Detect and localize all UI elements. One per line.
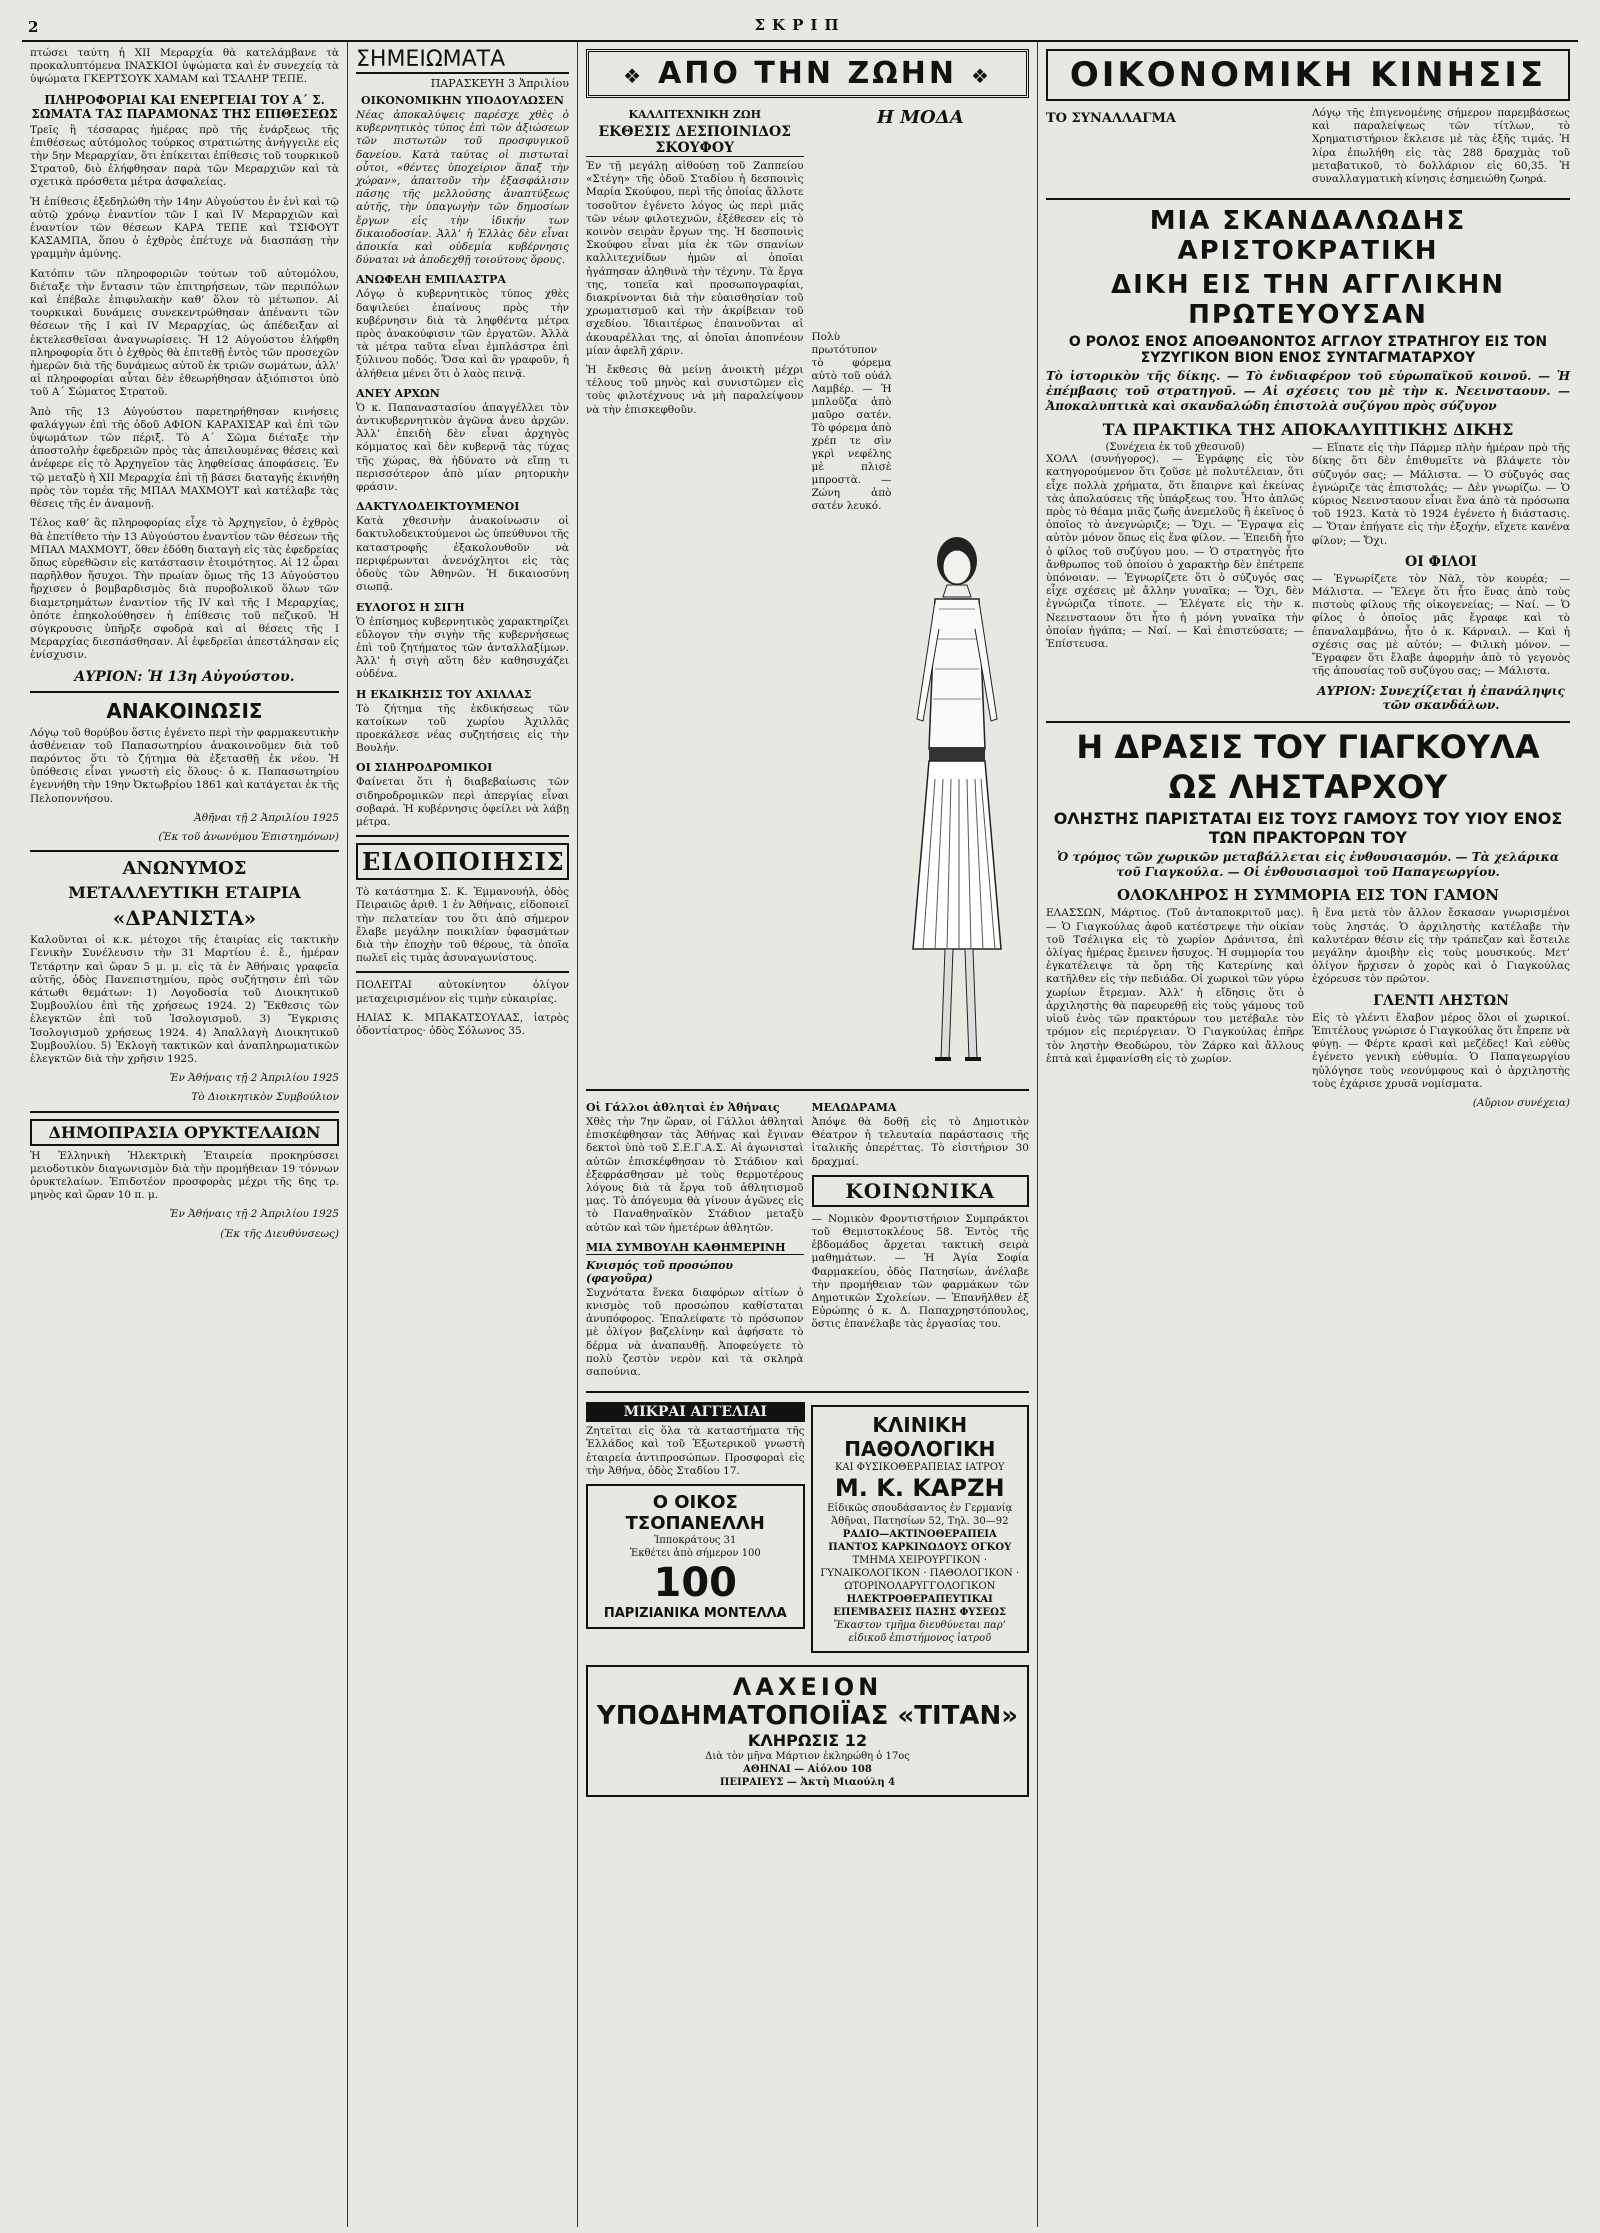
ads-left	[586, 1399, 805, 1659]
giagkoulas-lead: Ὁ τρόμος τῶν χωρικῶν μεταβάλλεται εἰς ἐνθουσιασμόν. — Τὰ χελάρικα τοῦ Γιαγκούλα. — Οἱ ἐνθουσιασμοὶ τοῦ Παπαγεωργίου.	[1057, 850, 1559, 880]
note-4-title: ΔΑΚΤΥΛΟΔΕΙΚΤΟΥΜΕΝΟΙ	[356, 500, 520, 514]
tsopanellis-line: Ἐκθέτει ἀπὸ σήμερον 100	[629, 1548, 761, 1560]
beauty-subheading: Κνισμός τοῦ προσώπου (φαγοῦρα)	[586, 1258, 734, 1285]
col3-upper	[586, 104, 1029, 1083]
clinic-ad	[811, 1405, 1030, 1653]
company-sign: Τὸ Διοικητικὸν Συμβούλιον	[191, 1091, 339, 1104]
tsopanellis-number: 100	[653, 1560, 737, 1607]
company-heading-2: ΜΕΤΑΛΛΕΥΤΙΚΗ ΕΤΑΙΡΙΑ	[68, 883, 301, 903]
giagkoulas-text-right	[1312, 907, 1570, 1116]
ads-right	[811, 1399, 1030, 1659]
war-article-p2: Τρεῖς ἢ τέσσαρας ἡμέρας πρὸ τῆς ἐνάρξεως τῆς ἐπιθέσεως αὐτόμολος τούρκος στρατιώτης ἀνήγγειλε εἰς τὴν 5ην Μεραρχίαν, ὅτι ἐπίκειται ἐπίθεσις τοῦ τουρκικοῦ Στρατοῦ, διὸ ἐλήφθησαν παρὰ τῶν Μεραρχιῶν καὶ τὰ σχετικὰ πρόσθετα μέτρα ἀσφαλείας.	[30, 123, 339, 189]
notice-bottom: ΠΟΛΕΙΤΑΙ αὐτοκίνητον ὀλίγον μεταχειρισμένον εἰς τιμὴν εὐκαιρίας.	[356, 979, 569, 1005]
trial-text-right	[1312, 442, 1570, 715]
trial-minutes-heading: ΤΑ ΠΡΑΚΤΙΚΑ ΤΗΣ ΑΠΟΚΑΛΥΠΤΙΚΗΣ ΔΙΚΗΣ	[1102, 420, 1514, 440]
clinic-line-1: Εἰδικῶς σπουδάσαντος ἐν Γερμανίᾳ	[827, 1503, 1013, 1515]
columns	[22, 42, 1578, 2227]
giagkoulas-end: (Αὔριον συνέχεια)	[1472, 1096, 1570, 1109]
giagkoulas-text-block	[1046, 907, 1570, 1116]
ornament-icon: ❖	[970, 64, 992, 88]
tender-sign: (Ἐκ τῆς Διευθύνσεως)	[220, 1227, 339, 1240]
lottery-athens: ΑΘΗΝΑΙ — Αἰόλου 108	[743, 1764, 872, 1776]
tsopanellis-address: Ἱπποκράτους 31	[654, 1535, 737, 1547]
war-article-p1: πτώσει ταύτη ἡ ΧΙΙ Μεραρχία θὰ κατελάμβανε τὰ προκαλυπτόμενα ΙΝΑΣΚΙΟΙ ὑψώματα καὶ ἐν συνεχείᾳ τὰ ὑψώματα ΓΚΕΡΤΣΟΥΚ ΧΑΜΑΜ καὶ ΤΣΑΛΗΡ ΤΕΠΕ.	[30, 47, 339, 86]
economy-heading: ΟΙΚΟΝΟΜΙΚΗ ΚΙΝΗΣΙΣ	[1046, 49, 1570, 101]
small-ads-text: Ζητεῖται εἰς ὅλα τὰ καταστήματα τῆς Ἑλλάδος καὶ τοῦ Ἐξωτερικοῦ γνωστὴ ἐταιρεία ἀντιπροσώπων. Προσφοραὶ εἰς τὴν Ἀθήνα, ὁδὸς Σταδίου 17.	[586, 1425, 805, 1477]
notice-text: Τὸ κατάστημα Σ. Κ. Ἐμμανουήλ, ὁδὸς Πειραιῶς ἀριθ. 1 ἐν Ἀθήναις, εἰδοποιεῖ τὴν πελατείαν του ὅτι ἀπὸ σήμερον ἔλαβε μεγάλην ποικιλίαν ὑφασμάτων διὰ τὴν ἐποχὴν τοῦ θέρους, τὰ ὁποῖα πωλεῖ εἰς τιμὰς ἀσυναγωνίστους.	[356, 886, 569, 965]
trial-text-a: ΧΟΛΛ (συνήγορος). — Ἐγράφης εἰς τὸν κατηγορούμενον ὅτι ζοῦσε μὲ πολυτέλειαν, ὅτι εἶχε πολλὰ χρήματα, ὅτι ἔπαιρνε καὶ ἐκείνας τὰς ἀπολαύσεις τῆς ὑπάρξεως του. Ἦτο ἀπλῶς πρὸς τὸ θέαμα μιᾶς ζωῆς ἀνεμελοῦς ἢ ἐκεῖνος ὁ ὁποῖος τὸ ἀνεγνώριζε; — Ὄχι. — Ἔγραψα εἰς αὐτὸν μόνον ὅπως εἰς ἕνα φίλον. — Ἐπειδὴ ἦτο ὁ φίλος τοῦ συζύγου μου. — Ὁ στρατηγὸς ἦτο ἄνθρωπος τοῦ ὁποίου ὁ χαρακτὴρ δὲν ἐπέτρεπε ὑπόνοιαν. — Ἐγνωρίζετε ὅτι ὁ σύζυγός σας εἶχε σχέσεις μὲ ἄλλην γυναῖκα; — Ὄχι, δὲν ἐγνώριζα τίποτε. — Ἐλέγατε εἰς τὴν κ. Νεεινσταουν ὅτι ἦτο ἡ μόνη γυναῖκα τὴν ὁποίαν ἠγάπα; — Ναί. — Καὶ ἐπιστεύσατε; — Ἐπίστευσα.	[1046, 453, 1304, 651]
friends-heading: ΟΙ ΦΙΛΟΙ	[1405, 553, 1477, 570]
economy-block	[1046, 107, 1570, 192]
trial-title-1: ΜΙΑ ΣΚΑΝΔΑΛΩΔΗΣ ΑΡΙΣΤΟΚΡΑΤΙΚΗ	[1149, 206, 1467, 267]
athletes-text: Χθὲς τὴν 7ην ὥραν, οἱ Γάλλοι ἀθληταὶ ἐπισκέφθησαν τὰς Ἀθήνας καὶ ἔγιναν δεκτοὶ ὑπὸ τοῦ Σ.Ε.Γ.Α.Σ. Αἱ ἀγωνισταὶ αὐτῶν ἐπισκέφθησαν τὸ Στάδιον καὶ ἐξεφράσθησαν μὲ τοὺς θερμοτέρους λόγους διὰ τὰ ἔργα τοῦ ἀθλητισμοῦ μας. Τὸ ἀπόγευμα θὰ γίνουν ἀγῶνες εἰς τὸ Παναθηναϊκὸν Στάδιον μεταξὺ αὐτῶν καὶ τῶν ἡμετέρων ἀθλητῶν.	[586, 1116, 804, 1234]
trial-lead: Τὸ ἱστορικὸν τῆς δίκης. — Τὸ ἐνδιαφέρον τοῦ εὐρωπαϊκοῦ κοινοῦ. — Ἡ ἐπέμβασις τοῦ στρατηγοῦ. — Αἱ σχέσεις του μὲ τὴν κ. Νεεινσταουν. — Ἀποκαλυπτικὰ καὶ σκανδαλώδη ἐπιστολὰ συζύγου πρὸς σύζυγον	[1046, 369, 1570, 414]
note-6-title: Η ΕΚΔΙΚΗΣΙΣ ΤΟΥ ΑΧΙΛΛΑΣ	[356, 687, 532, 701]
giagkoulas-subtitle: ΟΛΗΣΤΗΣ ΠΑΡΙΣΤΑΤΑΙ ΕΙΣ ΤΟΥΣ ΓΑΜΟΥΣ ΤΟΥ ΥΙΟΥ ΕΝΟΣ ΤΩΝ ΠΡΑΚΤΟΡΩΝ ΤΟΥ	[1053, 809, 1563, 848]
page-number: 2	[28, 18, 39, 36]
economy-text: Λόγῳ τῆς ἐπιγενομένης σήμερον παρεμβάσεως καὶ παραλείψεως τῶν τίτλων, τὸ Χρηματιστήριον ἔκλεισε μὲ τὰς ἑξῆς τιμάς. Ἡ λίρα ἐπωλήθη εἰς τὰς 288 δραχμὰς τοῦ μεταβατικοῦ, τὸ δολλάριον εἰς 60,35. Ἡ συναλλαγματικὴ κίνησις ἐσημειώθη ζωηρά.	[1312, 107, 1570, 186]
tsopanellis-title: Ο ΟΙΚΟΣ ΤΣΟΠΑΝΕΛΛΗ	[625, 1492, 765, 1535]
company-heading-3: «ΔΡΑΝΙΣΤΑ»	[112, 906, 257, 931]
beauty-heading: ΜΙΑ ΣΥΜΒΟΥΛΗ ΚΑΘΗΜΕΡΙΝΗ	[586, 1241, 804, 1255]
trial-text-left	[1046, 442, 1304, 715]
lottery-draw: ΚΛΗΡΩΣΙΣ 12	[747, 1731, 868, 1751]
war-article-p5: Ἀπὸ τῆς 13 Αὐγούστου παρετηρήθησαν κινήσεις φαλάγγων ἐπὶ τῆς ὁδοῦ ΑΦΙΟΝ ΚΑΡΑΧΙΣΑΡ καὶ ἐπὶ τῶν ὑψωμάτων τῶν πέριξ. Τὸ Α΄ Σῶμα διέταξε τὴν ἀποστολὴν ἐφεδρειῶν πρὸς τὰς ἀπειλουμένας θέσεις καὶ ἀνέφερε εἰς τὸ Ἀρχηγεῖον τὰς ληφθείσας ἀποφάσεις. Ἐν τῷ μεταξὺ ἡ ΧΙΙ Μεραρχία ἐπὶ τῇ βάσει διαταγῆς ἐκινήθη πρὸς τὸν τομέα τῆς ΜΠΑΛ ΜΑΧΜΟΥΤ καὶ κατέλαβε τὰς θέσεις τῆς ἐν ἀναμονῇ.	[30, 405, 339, 511]
tender-date: Ἐν Ἀθήναις τῇ 2 Ἀπριλίου 1925	[169, 1208, 339, 1221]
friends-text: — Ἐγνωρίζετε τὸν Νὰλ, τὸν κουρέα; — Μάλιστα. — Ἔλεγε ὅτι ἦτο ἕνας ἀπὸ τοὺς πιστοὺς φίλους τῆς οἰκογενείας; — Ναί. — Ὁ φίλος ὁ ὁποῖος μᾶς ἔγραφε καὶ τὸ ἐπαναλαμβάνω, ἦτο ὁ κ. Κάρναιλ. — Καὶ ἡ σχέσις σας μὲ αὐτόν; — Φιλικὴ μόνον. — Ἔγραφεν ὅτι ἔλαβε ἀφορμὴν ἀπὸ τὸ γεγονὸς τῆς ἀπουσίας τοῦ συζύγου σας; — Μάλιστα.	[1312, 572, 1570, 678]
lottery-title: ΛΑΧΕΙΟΝ	[732, 1673, 883, 1702]
notes-heading: ΣΗΜΕΙΩΜΑΤΑ	[356, 47, 569, 74]
art-column	[586, 104, 804, 1083]
column-1	[22, 42, 348, 2227]
war-article-p6: Τέλος καθ’ ἃς πληροφορίας εἶχε τὸ Ἀρχηγεῖον, ὁ ἐχθρὸς θὰ ἐπετίθετο τὴν 13 Αὐγούστου ἐναντίον τῶν θέσεων τῆς ΜΠΑΛ ΜΑΧΜΟΥΤ, ὅθεν ἐδόθη διαταγὴ εἰς τὰς ἐφεδρείας ὅπως εὑρεθῶσιν εἰς κατάστασιν ἑτοιμότητος. Αἱ 12 ὧραι παρῆλθον ἥσυχοι. Τὴν πρωίαν ὅμως τῆς 13 Αὐγούστου ἤρχισεν ὁ βομβαρδισμὸς διὰ πυροβολικοῦ ὅλων τῶν διαμετρημάτων ἐναντίον τῆς IV καὶ τῆς Ι Μεραρχίας, ὁπότε ἐπηκολούθησεν ἡ ἐπίθεσις τοῦ πεζικοῦ. Ἡ σύγκρουσις ὑπῆρξε σφοδρὰ καὶ αἱ θέσεις τῆς Ι Μεραρχίας διεσπάσθησαν. Αἱ ἐφεδρεῖαι ἀπεστάλησαν εἰς ἐνίσχυσιν.	[30, 517, 339, 662]
giagkoulas-text-b: ἢ ἕνα μετὰ τὸν ἄλλον ἔσκασαν γνωρισμένοι τοὺς ληστάς. Ὁ ἀρχιληστὴς κατέλαβε τὴν καλυτέραν θέσιν εἰς τὴν τράπεζαν καὶ ἔστειλε μεγάλην ἀμοιβὴν εἰς τοὺς μουσικούς. Μετ’ ὀλίγον ἤρχισεν ὁ χορὸς καὶ ὁ Γιαγκούλας ἐχόρευσε τὸν πρῶτον.	[1312, 907, 1570, 986]
note-2-text: Λόγῳ ὁ κυβερνητικὸς τύπος χθὲς δαψιλεύει ἐπαίνους πρὸς τὴν κυβέρνησιν διὰ τὰ ληφθέντα μέτρα πρὸς ἀνακούφισιν τῶν ἐργατῶν. Ἀλλὰ τὰ μέτρα ταῦτα εἶναι ἐμπλάστρα ἐπὶ ξύλινου ποδός. Ὅσα καὶ ἂν γραφοῦν, ἡ ἀλήθεια μένει ὅτι ὁ λαὸς πεινᾷ.	[356, 288, 569, 380]
clinic-radio: ΡΑΔΙΟ—ΑΚΤΙΝΟΘΕΡΑΠΕΙΑ ΠΑΝΤΟΣ ΚΑΡΚΙΝΩΔΟΥΣ ΟΓΚΟΥ	[828, 1529, 1012, 1554]
note-3-title: ΑΝΕΥ ΑΡΧΩΝ	[356, 386, 440, 400]
social-heading: ΚΟΙΝΩΝΙΚΑ	[812, 1175, 1030, 1207]
announcement-text: Λόγῳ τοῦ θορύβου ὅστις ἐγένετο περὶ τὴν φαρμακευτικὴν ἀσθένειαν τοῦ Παπασωτηρίου ἀνακοινοῦμεν διὰ τοῦ παρόντος ὅτι τὸ ζήτημα θὰ ἐξετασθῇ ἐκ νέου. Ἡ ὑπόθεσις εἶναι γνωστὴ εἰς ὅλους· ὁ κ. Παπασωτηρίου ἐγεννήθη τὴν 19ην Ὀκτωβρίου 1861 καὶ κατάγεται ἐκ τῆς Πελοποννήσου.	[30, 726, 339, 805]
trial-text-block	[1046, 442, 1570, 715]
titan-lottery-ad	[586, 1665, 1029, 1797]
clinic-note: Ἕκαστον τμῆμα διευθύνεται παρ’ εἰδικοῦ ἐπιστήμονος ἰατροῦ	[833, 1620, 1006, 1645]
note-3-text: Ὁ κ. Παπαναστασίου ἀπαγγέλλει τὸν ἀντικυβερνητικὸν ἀγῶνα ἀνευ ἀρχῶν. Ἀλλ’ ἐπειδὴ δὲν εἶναι ἀρχηγὸς κόμματος καὶ δὲν κυβερνᾷ τὰς τύχας τῆς χώρας, θὰ ἠδύνατο νὰ εἴπῃ τι περισσότερον ἀπὸ μίαν ρητορικὴν φράσιν.	[356, 401, 569, 494]
giagkoulas-title-1: Η ΔΡΑΣΙΣ ΤΟΥ ΓΙΑΓΚΟΥΛΑ	[1076, 728, 1540, 767]
war-article-p3: Ἡ ἐπίθεσις ἐξεδηλώθη τὴν 14ην Αὐγούστου ἐν ἑνὶ καὶ τῷ αὐτῷ χρόνῳ ἐναντίον τῶν Ι καὶ IV Μεραρχιῶν καὶ ἐναντίον τῶν θέσεων ΚΑΡΑ ΤΕΠΕ καὶ ΤΣΙΦΟΥΤ ΚΑΣΑΜΠΑ, ὅπου ὁ ἐχθρὸς ἐπέτυχε νὰ διασπάσῃ τὴν γραμμὴν ἀμύνης.	[30, 195, 339, 261]
ornament-icon: ❖	[623, 64, 645, 88]
giagkoulas-text-c: Εἰς τὸ γλέντι ἔλαβον μέρος ὅλοι οἱ χωρικοί. Ἐπιτέλους γνώρισε ὁ Γιαγκούλας ὅτι ἔπρεπε νὰ φύγῃ. — Φέρτε κρασὶ καὶ μεζέδες! Καὶ εὐθὺς ἐγένετο γενικὴ εὐθυμία. Ὁ Παπαγεωργίου ηὐλόγησε τοὺς νεονύμφους καὶ ὁ ἀρχιληστὴς τοὺς ἐχάρισε χρυσᾶ νομίσματα.	[1312, 1011, 1570, 1090]
trial-title-2: ΔΙΚΗ ΕΙΣ ΤΗΝ ΑΓΓΛΙΚΗΝ ΠΡΩΤΕΥΟΥΣΑΝ	[1110, 270, 1506, 331]
social-text: — Νομικὸν Φροντιστήριον Συμπράκτοι τοῦ Θεμιστοκλέους 58. Ἐντὸς τῆς ἑβδομάδος ἄρχεται τακτικὴ σειρὰ μαθημάτων. — Ἡ Ἁγία Σοφία Φαρμακείου, ὁδὸς Πατησίων, ἀνέλαβε τὴν προμήθειαν τῶν φαρμάκων τῶν Δημοτικῶν Σχολείων. — Ἐπανῆλθεν ἐξ Εὐρώπης ὁ κ. Δ. Παπαχρηστόπουλος, ὅστις ἐπανέλαβε τὰς ἐργασίας του.	[811, 1212, 1029, 1331]
giagkoulas-text-a: ΕΛΑΣΣΩΝ, Μάρτιος. (Τοῦ ἀνταποκριτοῦ μας). — Ὁ Γιαγκούλας ἀφοῦ κατέστρεψε τὴν οἰκίαν τοῦ Τσέλιγκα εἰς τὸ χωρίον Δράνιτσα, ἐπὶ ὀλίγας ἡμέρας ἔμεινεν ἥσυχος. Ἡ συμμορία του ἐγκατέλειψε τὰ ὄρη τῆς Κατερίνης καὶ κατῆλθεν εἰς τὴν πεδιάδα. Οἱ χωρικοὶ τῶν γύρω χωρίων ἔτρεμαν. Ἀλλ’ ἡ εἴδησις ὅτι ὁ ἀρχιληστὴς θὰ παρευρεθῇ εἰς τοὺς γάμους τοῦ υἱοῦ ἑνὸς τῶν πρακτόρων του μετέβαλε τὸν τρόμον εἰς περιέργειαν. Ὁ Γιαγκούλας ἐπῆρε τὸν ληστὴν Θεοδώρου, τὸν Ζάρκο καὶ ἄλλους ἑπτὰ καὶ ἐμφανίσθη εἰς τὸ χωρίον.	[1046, 907, 1304, 1065]
note-2-title: ΑΝΩΦΕΛΗ ΕΜΠΛΑΣΤΡΑ	[356, 273, 506, 287]
company-date: Ἐν Ἀθήναις τῇ 2 Ἀπριλίου 1925	[169, 1072, 339, 1085]
fashion-heading: Η ΜΟΔΑ	[876, 107, 964, 128]
announcement-date: Ἀθῆναι τῇ 2 Ἀπριλίου 1925	[194, 811, 339, 824]
lottery-piraeus: ΠΕΙΡΑΙΕΥΣ — Ἀκτὴ Μιαούλη 4	[719, 1777, 896, 1789]
announcement-sign: (Ἐκ τοῦ ἀνωνύμου Ἐπιστημόνων)	[158, 830, 339, 843]
notice-heading: ΕΙΔΟΠΟΙΗΣΙΣ	[356, 843, 569, 880]
small-ads-heading: ΜΙΚΡΑΙ ΑΓΓΕΛΙΑΙ	[586, 1402, 805, 1422]
company-heading-1: ΑΝΩΝΥΜΟΣ	[122, 858, 247, 880]
fashion-illustration-icon	[879, 519, 1029, 1079]
trial-tomorrow: ΑΥΡΙΟΝ: Συνεχίζεται ἡ ἐπανάληψις τῶν σκανδάλων.	[1317, 684, 1565, 713]
giagkoulas-text-left	[1046, 907, 1304, 1116]
column-3	[578, 42, 1038, 2227]
art-title: ΕΚΘΕΣΙΣ ΔΕΣΠΟΙΝΙΔΟΣ ΣΚΟΥΦΟΥ	[586, 124, 804, 157]
note-7-title: ΟΙ ΣΙΔΗΡΟΔΡΟΜΙΚΟΙ	[356, 761, 493, 775]
clinic-title: ΚΛΙΝΙΚΗ ΠΑΘΟΛΟΓΙΚΗ	[844, 1413, 996, 1462]
notes-date: ΠΑΡΑΣΚΕΥΗ 3 Ἀπριλίου	[430, 77, 569, 90]
giagkoulas-title-2: ΩΣ ΛΗΣΤΑΡΧΟΥ	[1168, 768, 1448, 807]
tender-heading: ΔΗΜΟΠΡΑΣΙΑ ΟΡΥΚΤΕΛΑΙΩΝ	[30, 1119, 339, 1146]
bandits-feast-heading: ΓΛΕΝΤΙ ΛΗΣΤΩΝ	[1373, 992, 1509, 1009]
col3-middle-left	[586, 1097, 804, 1385]
newspaper-name: ΣΚΡΙΠ	[754, 16, 846, 34]
war-article-p4: Κατόπιν τῶν πληροφοριῶν τούτων τοῦ αὐτομόλου, διέταξε τὴν ἔντασιν τῶν ἐπιτηρήσεων, τῶν περιπόλων καὶ ἐπέβαλε ἐπιφυλακὴν καθ’ ὅλον τὸ μέτωπον. Αἱ τουρκικαὶ δυνάμεις συνεκεντρώθησαν ἀπέναντι τῶν θέσεων τῆς Ι καὶ IV Μεραρχίας, ὡς ἀπέδειξαν αἱ ἐκτελεσθεῖσαι ἀναγνωρίσεις. Ἡ 12 Αὐγούστου ἐλήφθη πληροφορία ὅτι ὁ ἐχθρὸς θὰ ἐπιτεθῇ ἐντὸς τῶν προσεχῶν ἡμερῶν διὰ τῆς δυνάμεως αὐτοῦ ἐκ τριῶν σωμάτων, ἀλλ’ αἱ πληροφορίαι αὗται δὲν ἐθεωρήθησαν ἀξιόπιστοι ὑπὸ τοῦ Α΄ Σώματος Στρατοῦ.	[30, 267, 339, 399]
clinic-electro: ΗΛΕΚΤΡΟΘΕΡΑΠΕΥΤΙΚΑΙ ΕΠΕΜΒΑΣΕΙΣ ΠΑΣΗΣ ΦΥΣΕΩΣ	[833, 1594, 1007, 1619]
war-article-subhead: ΠΛΗΡΟΦΟΡΙΑΙ ΚΑΙ ΕΝΕΡΓΕΙΑΙ ΤΟΥ Α΄ Σ. ΣΩΜΑΤΑ ΤΑΣ ΠΑΡΑΜΟΝΑΣ ΤΗΣ ΕΠΙΘΕΣΕΩΣ	[31, 92, 338, 121]
clinic-sub: ΚΑΙ ΦΥΣΙΚΟΘΕΡΑΠΕΙΑΣ ΙΑΤΡΟΥ	[834, 1462, 1005, 1474]
company-text: Καλοῦνται οἱ κ.κ. μέτοχοι τῆς ἐταιρίας εἰς τακτικὴν Γενικὴν Συνέλευσιν τὴν 31 Μαρτίου ἐ. ἔ., ἡμέραν Τετάρτην καὶ ὥραν 5 μ. μ. εἰς τὰ ἐν Ἀθήναις γραφεῖα αὐτῆς, ὁδὸς Πανεπιστημίου, πρὸς συζήτησιν ἐπὶ τῶν κάτωθι θεμάτων: 1) Λογοδοσία τοῦ Διοικητικοῦ Συμβουλίου ἐπὶ τῆς χρήσεως 1924. 2) Ἔκθεσις τῶν ἐλεγκτῶν ἐπὶ τοῦ Ἰσολογισμοῦ. 3) Ἔγκρισις Ἰσολογισμοῦ χρήσεως 1924. 4) Ἀπαλλαγὴ Διοικητικοῦ Συμβουλίου. 5) Ἐκλογὴ τακτικῶν καὶ ἀναπληρωματικῶν ἐλεγκτῶν διὰ τὴν χρῆσιν 1925.	[30, 934, 339, 1065]
column-4	[1038, 42, 1578, 2227]
from-life-heading: ❖ ΑΠΟ ΤΗΝ ΖΩΗΝ ❖	[586, 49, 1029, 98]
clinic-address: Ἀθῆναι, Πατησίων 52, Τηλ. 30—92	[831, 1516, 1009, 1528]
note-6-text: Τὸ ζήτημα τῆς ἐκδικήσεως τῶν κατοίκων τοῦ χωρίου Ἀχιλλᾶς προεκάλεσε νέας συζητήσεις εἰς τὴν Βουλήν.	[356, 702, 569, 755]
clinic-departments: ΤΜΗΜΑ ΧΕΙΡΟΥΡΓΙΚΟΝ · ΓΥΝΑΙΚΟΛΟΓΙΚΟΝ · ΠΑΘΟΛΟΓΙΚΟΝ · ΩΤΟΡΙΝΟΛΑΡΥΓΓΟΛΟΓΙΚΟΝ	[820, 1555, 1020, 1593]
art-text-2: Ἡ ἔκθεσις θὰ μείνῃ ἀνοικτὴ μέχρι τέλους τοῦ μηνὸς καὶ συνιστῶμεν εἰς τοὺς φιλοτέχνους νὰ μὴ παραλείψουν νὰ τὴν ἐπισκεφθοῦν.	[586, 364, 804, 416]
announcement-heading: ΑΝΑΚΟΙΝΩΣΙΣ	[106, 698, 263, 723]
war-article-tomorrow: ΑΥΡΙΟΝ: Ἡ 13η Αὐγούστου.	[74, 668, 295, 685]
note-5-title: ΕΥΛΟΓΟΣ Η ΣΙΓΗ	[356, 600, 465, 614]
lottery-company: ΥΠΟΔΗΜΑΤΟΠΟΙΪΑΣ «ΤΙΤΑΝ»	[596, 1701, 1019, 1732]
ads-row	[586, 1399, 1029, 1659]
art-text: Ἐν τῇ μεγάλῃ αἰθούσῃ τοῦ Ζαππείου «Στέγη» τῆς ὁδοῦ Σταδίου ἡ δεσποινὶς Μαρία Σκούφου, περὶ τῆς ὁποίας ἄλλοτε τοσοῦτον ἐγένετο λόγος ὡς περὶ μιᾶς τῶν νέων φιλοτεχνῶν, ἐξέθεσεν εἰς τὸ κοινὸν σειρὰν ἔργων της. Ἡ δεσποινὶς Σκούφου εἶναι μία ἐκ τῶν σπανίων καλλιτεχνίδων ἡμῶν αἱ ὁποῖαι ἠγάπησαν ἀληθινὰ τὴν τέχνην. Τὰ ἔργα της, τοπεῖα καὶ προσωπογραφίαι, διακρίνονται διὰ τὴν εὐαισθησίαν τοῦ χρωματισμοῦ καὶ τὴν ἀκρίβειαν τοῦ σχεδίου. Ἰδιαιτέρως ἐπαινοῦνται αἱ ἀκουαρέλλαι της, αἱ ὁποῖαι ἀποπνέουν μίαν ἀφελῆ χάριν.	[586, 160, 804, 357]
note-1-text: Νέας ἀποκαλύψεις παρέσχε χθὲς ὁ κυβερνητικὸς τύπος ἐπὶ τῶν ἀξιώσεων τῶν πιστωτῶν τοῦ προσφυγικοῦ δανείου. Κατὰ ταύτας οἱ πιστωταὶ οὗτοι, «θέντες ὑποχείριον ἅπαξ τὴν χώραν», ἀπαιτοῦν τὴν ἐξασφάλισιν πᾶσης τῆς μελλούσης ἀναπτύξεως αὐτῆς, τὴν ὑπαγωγὴν τῶν δημοσίων ἔργων εἰς τὴν ἰδικήν των δικαιοδοσίαν. Ἀλλ’ ἡ Ἑλλὰς δὲν εἶναι ἀποικία καὶ οὐδεμία κυβέρνησις δύναται νὰ ἀποδεχθῇ τοιούτους ὅρους.	[356, 109, 569, 267]
col3-middle	[586, 1097, 1029, 1385]
economy-right	[1312, 107, 1570, 192]
trial-text-b: — Εἴπατε εἰς τὴν Πάρμερ πλὴν ἡμέραν πρὸ τῆς δίκης ὅτι δὲν ἐπιθυμεῖτε νὰ βλάψετε τὸν σύζυγόν σας; — Μάλιστα. — Ὁ σύζυγός σας ἐγνώριζε τὰς ἐπιστολάς; — Δὲν γνωρίζω. — Ὁ κύριος Νεεινσταουν εἶναι ἕνα ἀπὸ τὰ πρόσωπα τοῦ 1923. Κατὰ τὸ 1924 ἐγένετο ἡ διάστασις. — Ὅταν ἐπήγατε εἰς τὴν ἐξοχήν, εἴχετε κανένα φίλον; — Ὄχι.	[1312, 442, 1570, 547]
clinic-doctor-name: Μ. Κ. ΚΑΡΖΗ	[834, 1474, 1005, 1503]
trial-continued: (Συνέχεια ἐκ τοῦ χθεσινοῦ)	[1105, 442, 1245, 454]
beauty-text: Συχνότατα ἕνεκα διαφόρων αἰτίων ὁ κνισμὸς τοῦ προσώπου καθίσταται ἀνυπόφορος. Ἐπαλείφατε τὸ πρόσωπον μὲ ὀλίγον βαζελίνην καὶ ἀφήσατε τὸ δέρμα νὰ ἀναπαυθῇ. Ἀποφεύγετε τὸ πολὺ ζεστὸν νερὸν καὶ τὰ σκληρὰ σαπούνια.	[586, 1286, 804, 1379]
note-4-text: Κατὰ χθεσινὴν ἀνακοίνωσιν οἱ δακτυλοδεικτούμενοι ὡς ὑπεύθυνοι τῆς καταστροφῆς ἐξακολουθοῦν νὰ περιφέρωνται ἀνενόχλητοι εἰς τὰς ὁδοὺς τῶν Ἀθηνῶν. Ἡ δικαιοσύνη σιωπᾷ.	[356, 515, 569, 594]
note-7-text: Φαίνεται ὅτι ἡ διαβεβαίωσις τῶν σιδηροδρομικῶν περὶ ἀπεργίας εἶναι σοβαρά. Ἡ κυβέρνησις ὀφείλει νὰ λάβῃ μέτρα.	[356, 776, 569, 828]
economy-subheading: ΤΟ ΣΥΝΑΛΛΑΓΜΑ	[1046, 111, 1176, 126]
art-section-heading: ΚΑΛΛΙΤΕΧΝΙΚΗ ΖΩΗ	[628, 108, 762, 121]
col3-middle-right	[812, 1097, 1030, 1385]
lottery-line: Διὰ τὸν μῆνα Μάρτιον ἐκληρώθη ὁ 17ος	[705, 1751, 910, 1763]
note-1-title: ΟΙΚΟΝΟΜΙΚΗΝ ΥΠΟΔΟΥΛΩΣΕΝ	[360, 94, 564, 107]
tender-text: Ἡ Ἑλληνικὴ Ἠλεκτρικὴ Ἑταιρεία προκηρύσσει μειοδοτικὸν διαγωνισμὸν διὰ τὴν προμήθειαν 19 τόννων ὀρυκτελαίων. Ἐπιδοτέον προσφορὰς μέχρι τῆς 6ης τρ. μηνὸς καὶ ὥραν 10 π. μ.	[30, 1149, 339, 1202]
tsopanellis-ad	[586, 1484, 805, 1629]
trial-subtitle: Ο ΡΟΛΟΣ ΕΝΟΣ ΑΠΟΘΑΝΟΝΤΟΣ ΑΓΓΛΟΥ ΣΤΡΑΤΗΓΟΥ ΕΙΣ ΤΟΝ ΣΥΖΥΓΙΚΟΝ ΒΙΟΝ ΕΝΟΣ ΣΥΝΤΑΓΜΑΤΑΡΧΟΥ	[1068, 334, 1548, 367]
athletes-heading: Οἱ Γάλλοι ἀθληταὶ ἐν Ἀθήναις	[586, 1101, 780, 1114]
column-2	[348, 42, 578, 2227]
concert-heading: ΜΕΛΩΔΡΑΜΑ	[811, 1101, 897, 1114]
fashion-caption: Πολὺ πρωτότυπον τὸ φόρεμα αὐτὸ τοῦ οὐάλ Λαμβέρ. — Ἡ μπλοῦζα ἀπὸ μαῦρο σατέν. Τὸ φόρεμα ἀπὸ χρέπ τε σὶν γκρὶ νεφέλης μὲ πλισὲ μπροστὰ. — Ζώνη ἀπὸ σατέν λευκό.	[811, 331, 892, 512]
tsopanellis-models: ΠΑΡΙΖΙΑΝΙΚΑ ΜΟΝΤΕΛΛΑ	[603, 1606, 787, 1622]
economy-left	[1046, 107, 1304, 192]
masthead	[22, 0, 1578, 42]
note-5-text: Ὁ ἐπίσημος κυβερνητικὸς χαρακτηρίζει εὔλογον τὴν σιγὴν τῆς κυβερνήσεως ἐπὶ τοῦ ζητήματος τῶν ἀνταλλαξίμων. Ἀλλ’ ἡ σιγὴ αὕτη δὲν καθησυχάζει οὐδένα.	[356, 615, 569, 681]
concert-text: Ἀπόψε θὰ δοθῇ εἰς τὸ Δημοτικὸν Θέατρον ἡ τελευταία παράστασις τῆς ἰταλικῆς ὀπερέττας. Τὸ εἰσιτήριον 30 δραχμαί.	[811, 1116, 1029, 1168]
fashion-column	[812, 104, 1030, 1083]
giagkoulas-gang-heading: ΟΛΟΚΛΗΡΟΣ Η ΣΥΜΜΟΡΙΑ ΕΙΣ ΤΟΝ ΓΑΜΟΝ	[1116, 886, 1500, 905]
notice-sign: ΗΛΙΑΣ Κ. ΜΠΑΚΑΤΣΟΥΛΑΣ, ἰατρὸς ὀδοντίατρος· ὁδὸς Σόλωνος 35.	[356, 1011, 569, 1037]
